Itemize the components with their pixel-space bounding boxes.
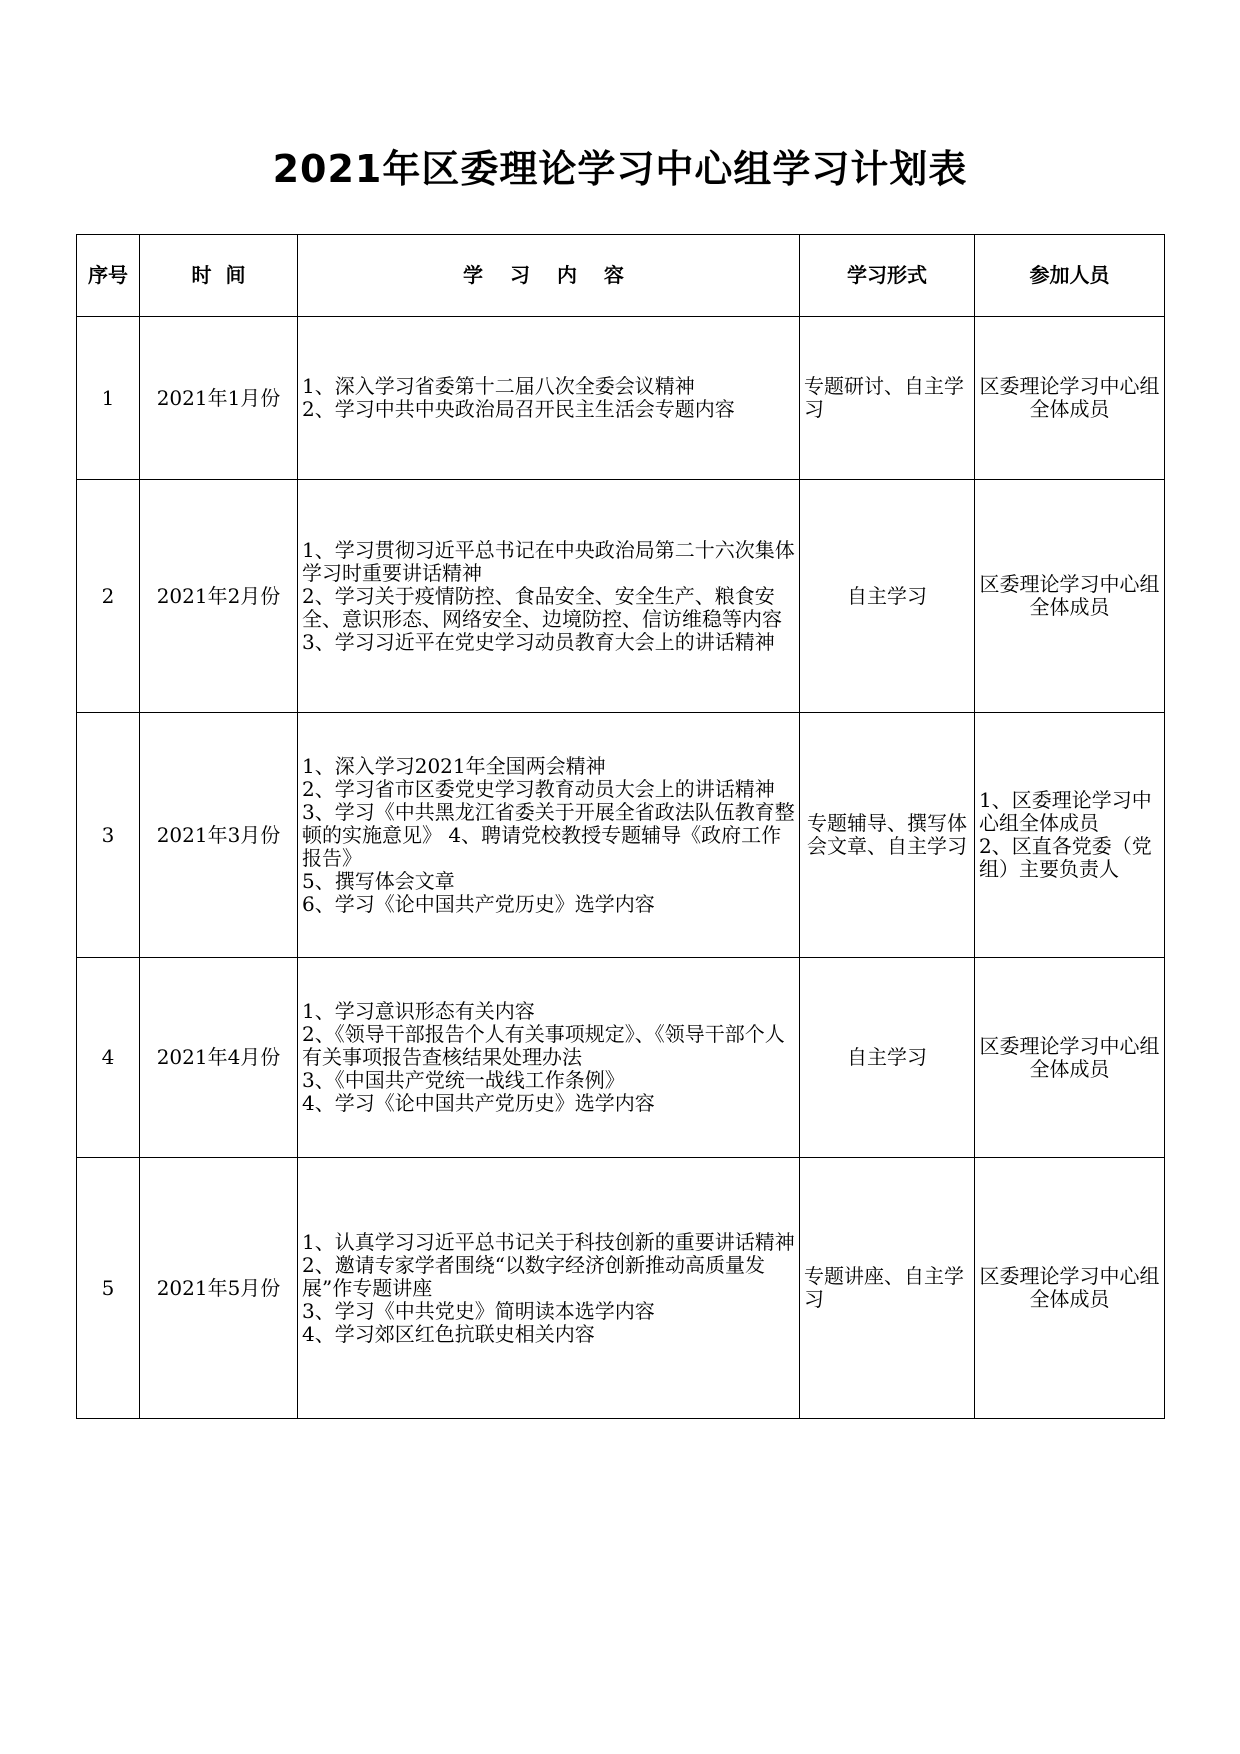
row-people: 区委理论学习中心组全体成员 — [975, 1158, 1165, 1419]
row-number: 5 — [77, 1158, 140, 1419]
table-row — [77, 480, 1165, 713]
row-number: 4 — [77, 958, 140, 1158]
table-row — [77, 317, 1165, 480]
table-row — [77, 713, 1165, 958]
table-row — [77, 958, 1165, 1158]
row-time: 2021年5月份 — [140, 1158, 298, 1419]
study-plan-table — [76, 234, 1165, 1419]
row-form: 专题讲座、自主学习 — [800, 1158, 975, 1419]
row-time: 2021年4月份 — [140, 958, 298, 1158]
row-content: 1、深入学习省委第十二届八次全委会议精神 2、学习中共中央政治局召开民主生活会专题内容 — [298, 317, 800, 480]
row-form: 自主学习 — [800, 480, 975, 713]
header-content: 学 习 内 容 — [298, 235, 800, 317]
row-content: 1、学习贯彻习近平总书记在中央政治局第二十六次集体学习时重要讲话精神 2、学习关于疫情防控、食品安全、安全生产、粮食安全、意识形态、网络安全、边境防控、信访维稳等内容 3、学习习近平在党史学习动员教育大会上的讲话精神 — [298, 480, 800, 713]
row-form: 专题辅导、撰写体会文章、自主学习 — [800, 713, 975, 958]
header-no: 序号 — [77, 235, 140, 317]
row-people: 区委理论学习中心组全体成员 — [975, 480, 1165, 713]
header-people: 参加人员 — [975, 235, 1165, 317]
row-number: 3 — [77, 713, 140, 958]
header-form: 学习形式 — [800, 235, 975, 317]
header-time: 时 间 — [140, 235, 298, 317]
row-form: 自主学习 — [800, 958, 975, 1158]
table-row — [77, 1158, 1165, 1419]
row-number: 1 — [77, 317, 140, 480]
row-time: 2021年1月份 — [140, 317, 298, 480]
row-time: 2021年2月份 — [140, 480, 298, 713]
table-header-row — [77, 235, 1165, 317]
row-people: 区委理论学习中心组全体成员 — [975, 958, 1165, 1158]
row-time: 2021年3月份 — [140, 713, 298, 958]
row-content: 1、认真学习习近平总书记关于科技创新的重要讲话精神 2、邀请专家学者围绕“以数字经济创新推动高质量发展”作专题讲座 3、学习《中共党史》简明读本选学内容 4、学习郊区红色抗联史相关内容 — [298, 1158, 800, 1419]
row-people: 区委理论学习中心组全体成员 — [975, 317, 1165, 480]
row-content: 1、学习意识形态有关内容 2、《领导干部报告个人有关事项规定》、《领导干部个人有关事项报告查核结果处理办法 3、《中国共产党统一战线工作条例》 4、学习《论中国共产党历史》选学内容 — [298, 958, 800, 1158]
row-form: 专题研讨、自主学习 — [800, 317, 975, 480]
row-people: 1、区委理论学习中心组全体成员 2、区直各党委（党组）主要负责人 — [975, 713, 1165, 958]
row-content: 1、深入学习2021年全国两会精神 2、学习省市区委党史学习教育动员大会上的讲话精神3、学习《中共黑龙江省委关于开展全省政法队伍教育整顿的实施意见》 4、聘请党校教授专题辅导《政府工作报告》 5、撰写体会文章 6、学习《论中国共产党历史》选学内容 — [298, 713, 800, 958]
page-title: 2021年区委理论学习中心组学习计划表 — [272, 147, 968, 191]
row-number: 2 — [77, 480, 140, 713]
